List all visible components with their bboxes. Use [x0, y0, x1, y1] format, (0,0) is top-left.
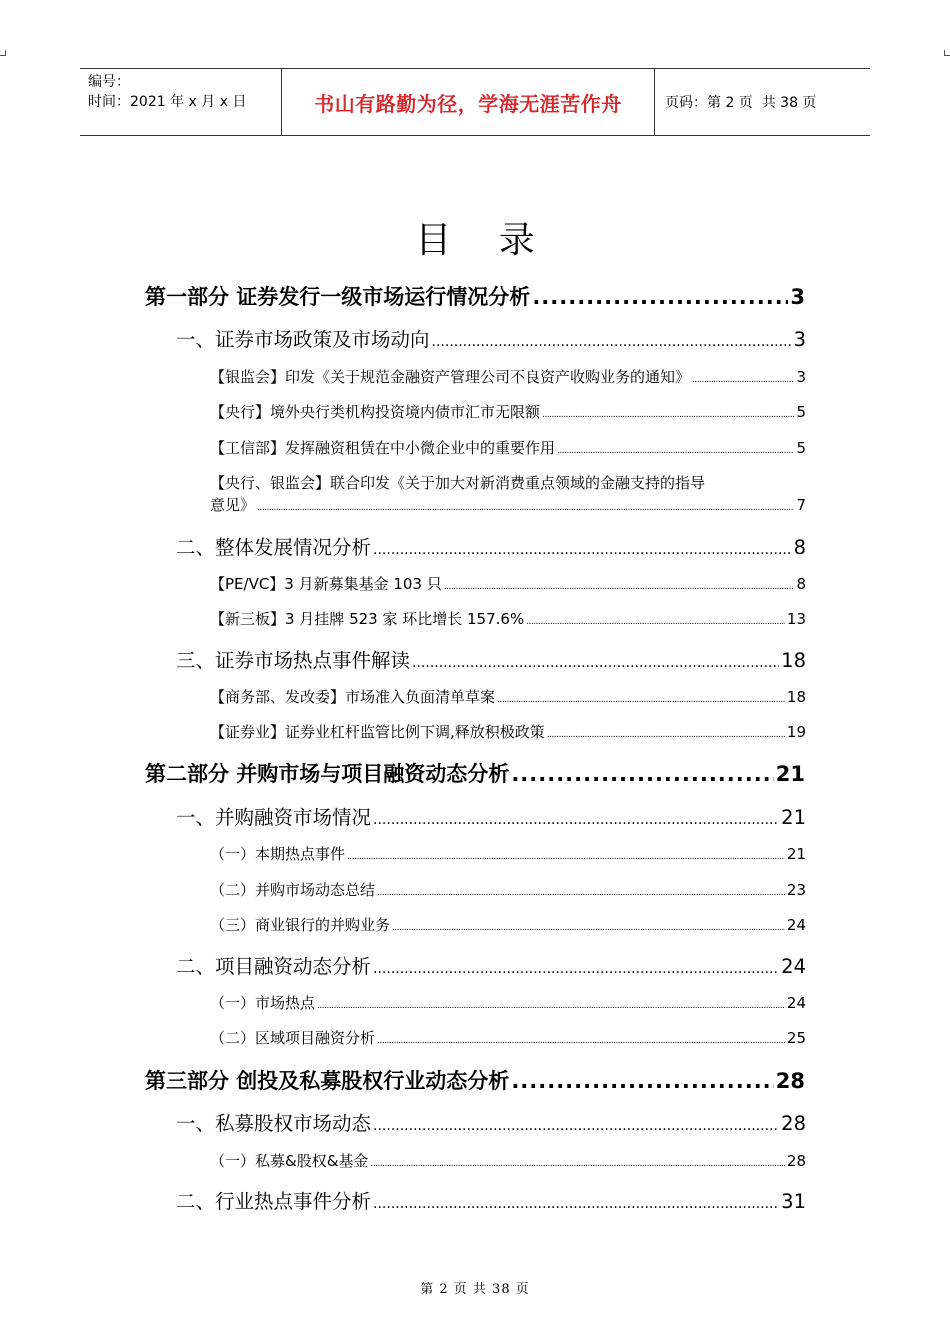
document-time-label: 时间：2021 年 x 月 x 日 — [88, 94, 247, 110]
toc-entry-item[interactable]: （二）区域项目融资分析 ..... 25 — [210, 1027, 806, 1048]
page-header — [80, 68, 870, 136]
toc-entry-section[interactable]: 一、证券市场政策及市场动向 ..... 3 — [176, 324, 806, 352]
toc-entry-item[interactable]: 【商务部、发改委】市场准入负面清单草案 ..... 18 — [210, 686, 806, 707]
toc-entry-part-3[interactable]: 第三部分 创投及私募股权行业动态分析 ..... 28 — [145, 1065, 805, 1095]
toc-entry-section[interactable]: 二、行业热点事件分析 ..... 31 — [176, 1186, 806, 1214]
toc-entry-item[interactable]: （二）并购市场动态总结 ..... 23 — [210, 879, 806, 900]
toc-entry-item[interactable]: 【银监会】印发《关于规范金融资产管理公司不良资产收购业务的通知》 ..... 3 — [210, 366, 806, 387]
toc-title: 目 录 — [415, 220, 553, 261]
toc-entry-item[interactable]: 【PE/VC】3 月新募集基金 103 只 ..... 8 — [210, 573, 806, 594]
toc-entry-item[interactable]: （一）本期热点事件 ..... 21 — [210, 843, 806, 864]
toc-entry-section[interactable]: 一、并购融资市场情况 ..... 21 — [176, 802, 806, 830]
toc-entry-section[interactable]: 二、项目融资动态分析 ..... 24 — [176, 951, 806, 979]
toc-entry-item[interactable]: 【新三板】3 月挂牌 523 家 环比增长 157.6% ..... 13 — [210, 608, 806, 629]
document-number-label: 编号： — [88, 74, 130, 90]
toc-entry-item[interactable]: 【工信部】发挥融资租赁在中小微企业中的重要作用 ..... 5 — [210, 437, 806, 458]
toc-entry-section[interactable]: 二、整体发展情况分析 ..... 8 — [176, 532, 806, 560]
toc-entry-item[interactable]: （三）商业银行的并购业务 ..... 24 — [210, 914, 806, 935]
toc-entry-section[interactable]: 一、私募股权市场动态 ..... 28 — [176, 1108, 806, 1136]
header-motto: 书山有路勤为径，学海无涯苦作舟 — [282, 69, 655, 135]
crop-mark-left — [0, 50, 6, 56]
toc-entry-item[interactable]: （一）市场热点 ..... 24 — [210, 992, 806, 1013]
page-footer: 第 2 页 共 38 页 — [420, 1282, 530, 1297]
toc-entry-item[interactable]: （一）私募&股权&基金 ..... 28 — [210, 1150, 806, 1171]
header-page-info-text: 页码：第 2 页 共 38 页 — [665, 95, 817, 111]
crop-mark-right — [944, 50, 950, 56]
toc-entry-part-1[interactable]: 第一部分 证券发行一级市场运行情况分析 ..... 3 — [145, 281, 805, 311]
toc-entry-part-2[interactable]: 第二部分 并购市场与项目融资动态分析 ..... 21 — [145, 758, 805, 788]
header-page-info — [655, 69, 870, 135]
toc-entry-item[interactable]: 意见》 ..... 7 — [210, 494, 806, 515]
toc-entry-item-wrapped-line[interactable]: 【央行、银监会】联合印发《关于加大对新消费重点领域的金融支持的指导 — [210, 474, 706, 492]
toc-entry-section[interactable]: 三、证券市场热点事件解读 ..... 18 — [176, 645, 806, 673]
toc-entry-item[interactable]: 【证券业】证券业杠杆监管比例下调,释放积极政策 ..... 19 — [210, 721, 806, 742]
toc-entry-item[interactable]: 【央行】境外央行类机构投资境内债市汇市无限额 ..... 5 — [210, 401, 806, 422]
header-meta — [80, 69, 282, 135]
